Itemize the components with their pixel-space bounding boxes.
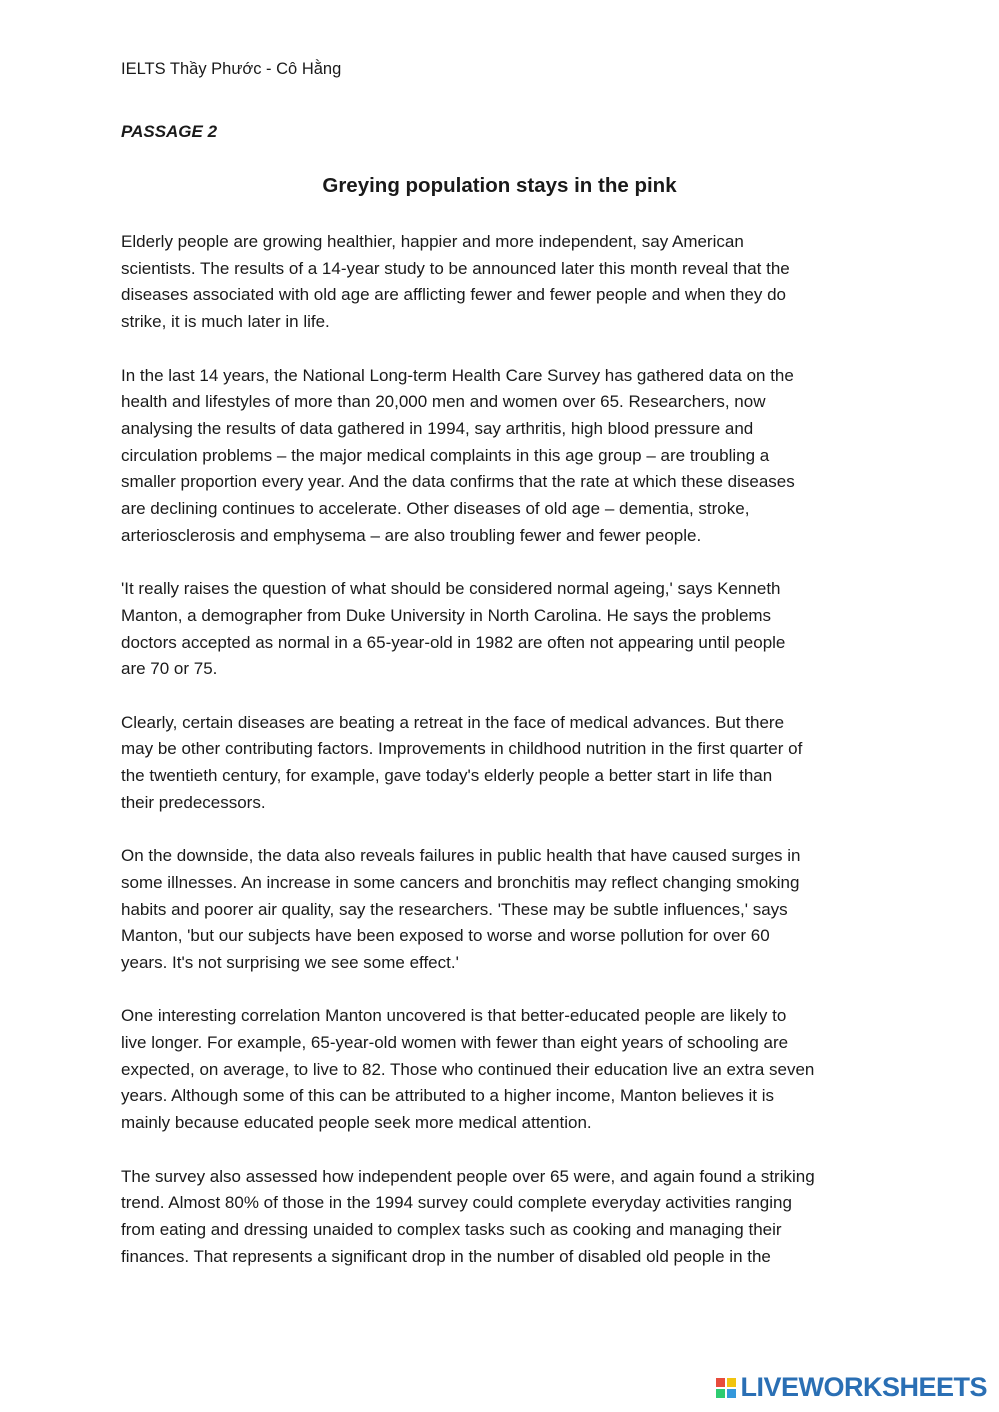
paragraph-line: expected, on average, to live to 82. Those who continued their education live an extra seven (121, 1059, 815, 1079)
paragraph-line: smaller proportion every year. And the data confirms that the rate at which these diseases (121, 472, 795, 492)
paragraph (121, 1164, 891, 1271)
liveworksheets-branding[interactable] (716, 1372, 987, 1403)
paragraph-line: One interesting correlation Manton uncovered is that better-educated people are likely to (121, 1006, 787, 1026)
paragraph-line: mainly because educated people seek more medical attention. (121, 1113, 592, 1133)
paragraph-line: The survey also assessed how independent people over 65 were, and again found a striking (121, 1166, 815, 1186)
paragraph (121, 363, 891, 550)
passage-body (121, 229, 891, 1297)
paragraph (121, 1003, 891, 1137)
paragraph (121, 229, 891, 336)
paragraph-line: health and lifestyles of more than 20,000 men and women over 65. Researchers, now (121, 392, 766, 412)
paragraph-line: 'It really raises the question of what should be considered normal ageing,' says Kenneth (121, 579, 781, 599)
passage-label: PASSAGE 2 (121, 122, 218, 141)
logo-square (716, 1389, 725, 1398)
paragraph-line: finances. That represents a significant drop in the number of disabled old people in the (121, 1246, 771, 1266)
paragraph-line: doctors accepted as normal in a 65-year-old in 1982 are often not appearing until people (121, 632, 786, 652)
paragraph-line: Elderly people are growing healthier, happier and more independent, say American (121, 232, 744, 251)
paragraph-line: analysing the results of data gathered in 1994, say arthritis, high blood pressure and (121, 418, 754, 438)
liveworksheets-wordmark: LIVEWORKSHEETS (740, 1372, 987, 1402)
paragraph-line: In the last 14 years, the National Long-term Health Care Survey has gathered data on the (121, 365, 794, 385)
paragraph-line: scientists. The results of a 14-year study to be announced later this month reveal that the (121, 258, 790, 278)
paragraph-line: Clearly, certain diseases are beating a retreat in the face of medical advances. But there (121, 712, 785, 732)
paragraph-line: On the downside, the data also reveals failures in public health that have caused surges in (121, 846, 801, 866)
paragraph (121, 843, 891, 977)
paragraph-line: years. Although some of this can be attributed to a higher income, Manton believes it is (121, 1086, 774, 1106)
document-header: IELTS Thầy Phước - Cô Hằng (121, 60, 342, 78)
paragraph-line: Manton, a demographer from Duke University in North Carolina. He says the problems (121, 605, 772, 625)
paragraph-line: strike, it is much later in life. (121, 312, 330, 332)
paragraph-line: trend. Almost 80% of those in the 1994 survey could complete everyday activities ranging (121, 1193, 792, 1213)
logo-square (716, 1378, 725, 1387)
paragraph (121, 710, 891, 817)
paragraph-line: the twentieth century, for example, gave today's elderly people a better start in life than (121, 766, 773, 786)
paragraph (121, 576, 891, 683)
logo-square (727, 1389, 736, 1398)
paragraph-line: arteriosclerosis and emphysema – are also troubling fewer and fewer people. (121, 525, 702, 545)
paragraph-line: habits and poorer air quality, say the researchers. 'These may be subtle influences,' says (121, 899, 788, 919)
paragraph-line: are declining continues to accelerate. Other diseases of old age – dementia, stroke, (121, 499, 750, 519)
paragraph-line: diseases associated with old age are afflicting fewer and fewer people and when they do (121, 285, 787, 305)
logo-square (727, 1378, 736, 1387)
paragraph-line: from eating and dressing unaided to complex tasks such as cooking and managing their (121, 1219, 782, 1239)
paragraph-line: circulation problems – the major medical complaints in this age group – are troubling a (121, 445, 770, 465)
paragraph-line: Manton, 'but our subjects have been exposed to worse and worse pollution for over 60 (121, 926, 770, 946)
liveworksheets-logo-icon (716, 1378, 736, 1398)
passage-title: Greying population stays in the pink (322, 174, 677, 197)
paragraph-line: some illnesses. An increase in some cancers and bronchitis may reflect changing smoking (121, 872, 800, 892)
paragraph-line: may be other contributing factors. Improvements in childhood nutrition in the first quarter of (121, 739, 803, 759)
paragraph-line: their predecessors. (121, 792, 266, 812)
paragraph-line: years. It's not surprising we see some effect.' (121, 952, 459, 972)
paragraph-line: are 70 or 75. (121, 659, 218, 679)
paragraph-line: live longer. For example, 65-year-old women with fewer than eight years of schooling are (121, 1033, 789, 1053)
